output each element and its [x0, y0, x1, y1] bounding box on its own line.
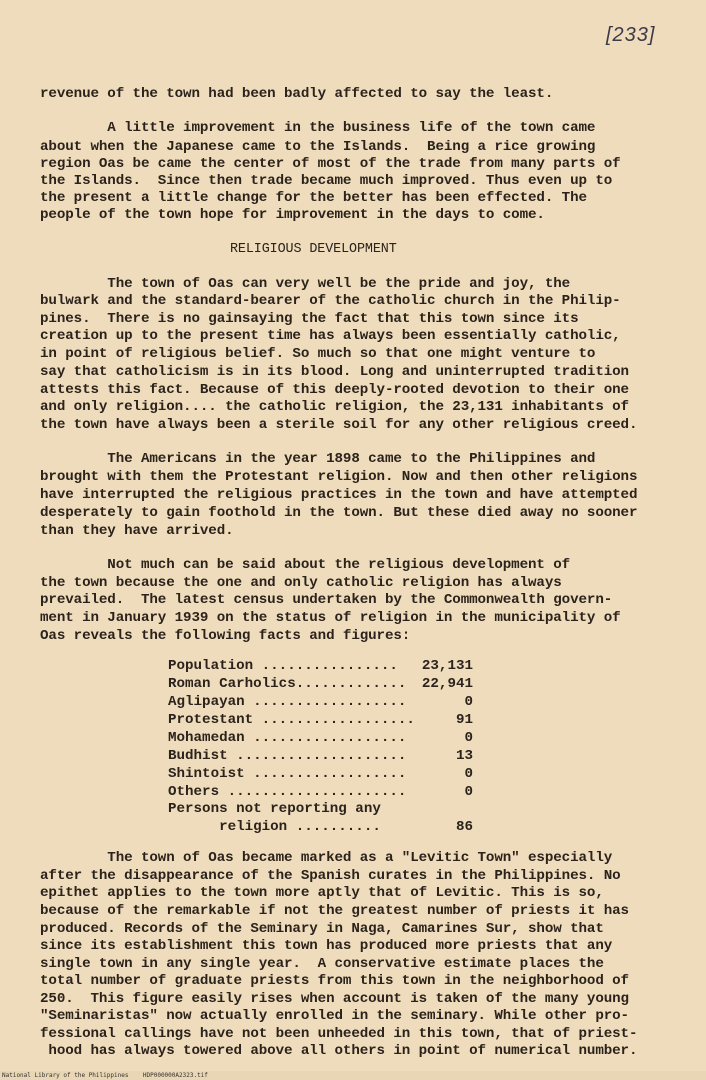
- religion-label: Population ................: [168, 658, 398, 674]
- text-line: The town of Oas can very well be the pride and joy, the: [40, 276, 571, 292]
- text-line: prevailed. The latest census undertaken by the Commonwealth govern-: [40, 592, 613, 608]
- religion-count: 91: [455, 712, 473, 728]
- text-line: The Americans in the year 1898 came to the Philippines and: [40, 451, 596, 467]
- text-line: the town have always been a sterile soil for any other religious creed.: [40, 417, 638, 433]
- religion-count: 23,131: [421, 658, 473, 674]
- text-line: in point of religious belief. So much so that one might venture to: [40, 346, 596, 362]
- religion-label: Persons not reporting any: [168, 801, 381, 817]
- text-line: the present a little change for the better has been effected. The: [40, 190, 587, 206]
- religion-label: Protestant ..................: [168, 712, 415, 728]
- text-line: since its establishment this town has produced more priests that any: [40, 938, 613, 954]
- text-line: "Seminaristas" now actually enrolled in the seminary. While other pro-: [40, 1008, 629, 1024]
- text-line: revenue of the town had been badly affected to say the least.: [40, 86, 554, 102]
- text-line: produced. Records of the Seminary in Naga, Camarines Sur, show that: [40, 921, 604, 937]
- text-line: single town in any single year. A conservative estimate places the: [40, 956, 604, 972]
- text-line: Not much can be said about the religious development of: [40, 557, 571, 573]
- text-line: 250. This figure easily rises when account is taken of the many young: [40, 991, 629, 1007]
- text-line: The town of Oas became marked as a "Levitic Town" especially: [40, 850, 613, 866]
- religion-label: Budhist ....................: [168, 748, 407, 764]
- text-line: desperately to gain foothold in the town. But these died away no sooner: [40, 505, 638, 521]
- religion-label: Mohamedan ..................: [168, 730, 407, 746]
- text-line: and only religion.... the catholic religion, the 23,131 inhabitants of: [40, 399, 629, 415]
- text-line: the Islands. Since then trade became much improved. Thus even up to: [40, 173, 613, 189]
- text-line: region Oas be came the center of most of the trade from many parts of: [40, 156, 621, 172]
- text-line: total number of graduate priests from this town in the neighborhood of: [40, 973, 629, 989]
- religion-label: religion ..........: [168, 819, 381, 835]
- religion-count: 0: [464, 784, 473, 800]
- text-line: people of the town hope for improvement in the days to come.: [40, 207, 545, 223]
- archive-footer: National Library of the Philippines HDP000000A2323.tif: [0, 1071, 706, 1080]
- text-line: say that catholicism is in its blood. Long and uninterrupted tradition: [40, 364, 629, 380]
- page-number: [233]: [606, 24, 656, 46]
- section-heading: RELIGIOUS DEVELOPMENT: [230, 242, 397, 257]
- religion-count: 13: [455, 748, 473, 764]
- religion-count: 86: [455, 819, 473, 835]
- text-line: Oas reveals the following facts and figures:: [40, 628, 411, 644]
- text-line: epithet applies to the town more aptly that of Levitic. This is so,: [40, 885, 604, 901]
- religion-count: 0: [464, 766, 473, 782]
- religion-count: 0: [464, 730, 473, 746]
- text-line: bulwark and the standard-bearer of the catholic church in the Philip-: [40, 293, 621, 309]
- text-line: pines. There is no gainsaying the fact that this town since its: [40, 311, 579, 327]
- religion-label: Shintoist ..................: [168, 766, 407, 782]
- religion-count: 22,941: [421, 676, 473, 692]
- text-line: A little improvement in the business life of the town came: [40, 120, 596, 136]
- text-line: after the disappearance of the Spanish curates in the Philippines. No: [40, 868, 621, 884]
- religion-label: Roman Carholics.............: [168, 676, 407, 692]
- religion-count: 0: [464, 694, 473, 710]
- text-line: have interrupted the religious practices in the town and have attempted: [40, 487, 638, 503]
- text-line: hood has always towered above all others in point of numerical number.: [40, 1043, 638, 1059]
- text-line: because of the remarkable if not the greatest number of priests it has: [40, 903, 629, 919]
- religion-label: Others .....................: [168, 784, 407, 800]
- text-line: than they have arrived.: [40, 523, 234, 539]
- text-line: ment in January 1939 on the status of religion in the municipality of: [40, 610, 621, 626]
- text-line: about when the Japanese came to the Islands. Being a rice growing: [40, 139, 596, 155]
- text-line: creation up to the present time has always been essentially catholic,: [40, 328, 621, 344]
- text-line: attests this fact. Because of this deeply-rooted devotion to their one: [40, 382, 629, 398]
- text-line: brought with them the Protestant religion. Now and then other religions: [40, 469, 638, 485]
- text-line: fessional callings have not been unheeded in this town, that of priest-: [40, 1026, 638, 1042]
- text-line: the town because the one and only catholic religion has always: [40, 575, 562, 591]
- religion-label: Aglipayan ..................: [168, 694, 407, 710]
